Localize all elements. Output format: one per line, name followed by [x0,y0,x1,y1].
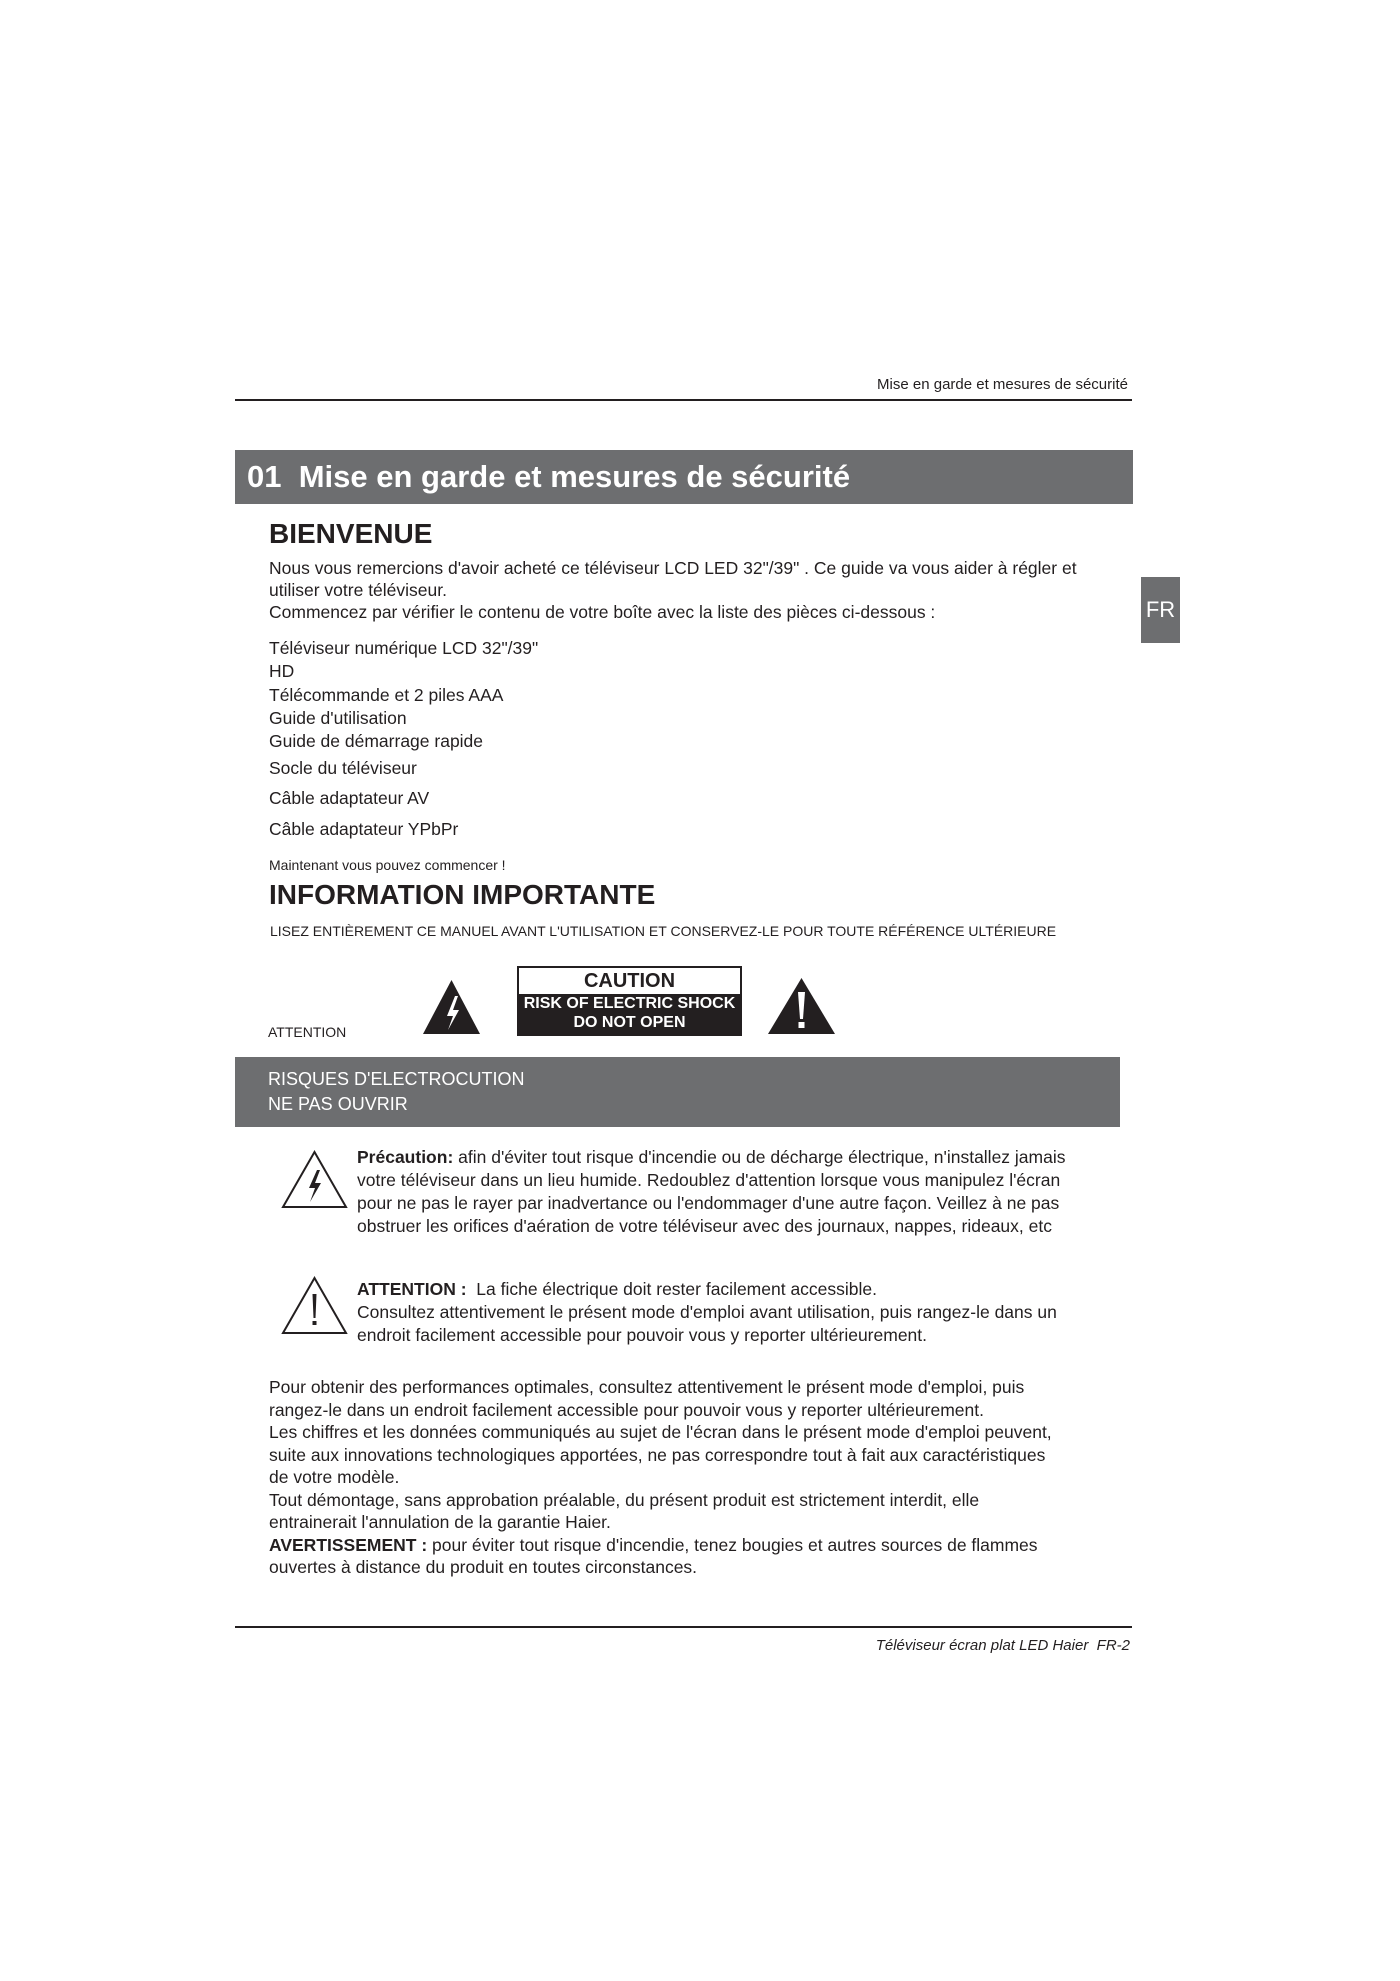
attention-block-text: Consultez attentivement le présent mode d'emploi avant utilisation, puis rangez-le dans un endroit facilement accessible pour pouvoir vous y reporter ultérieurement. [357,1302,1057,1345]
list-item: HD [269,661,295,681]
attention-label: ATTENTION [268,1024,347,1040]
risk-bar [235,1057,1120,1127]
attention-block-line1: La fiche électrique doit rester facilement accessible. [476,1279,878,1299]
welcome-intro: Nous vous remercions d'avoir acheté ce téléviseur LCD LED 32"/39" . Ce guide va vous aider à régler et utiliser votre téléviseur. [269,558,1077,600]
list-item: Téléviseur numérique LCD 32"/39" [269,638,539,658]
list-item: Câble adaptateur YPbPr [269,819,459,839]
risk-line-1: RISQUES D'ELECTROCUTION [268,1069,525,1089]
exclamation-outline-icon [281,1276,348,1335]
list-item: Télécommande et 2 piles AAA [269,685,504,705]
welcome-heading: BIENVENUE [269,518,433,549]
section-title-bar [235,450,1133,504]
electric-shock-warning-icon [421,978,482,1036]
closing-paragraph-2: Les chiffres et les données communiqués au sujet de l'écran dans le présent mode d'emploi peuvent, suite aux innovations technologiques apportées, ne pas correspondre tout à fait aux caractéristiques de votre modèle. [269,1422,1052,1487]
important-note: LISEZ ENTIÈREMENT CE MANUEL AVANT L'UTILISATION ET CONSERVEZ-LE POUR TOUTE RÉFÉRENCE ULTÉRIEURE [270,923,1057,939]
language-tab: FR [1141,577,1180,643]
footer-text: Téléviseur écran plat LED Haier [875,1637,1089,1654]
risk-line-2: NE PAS OUVRIR [268,1094,408,1114]
footer [700,1637,1130,1654]
closing-paragraph-3: Tout démontage, sans approbation préalable, du présent produit est strictement interdit, elle entrainerait l'annulation de la garantie Haier. [269,1489,980,1532]
start-note: Maintenant vous pouvez commencer ! [269,857,506,873]
section-number: 01 [247,459,282,494]
exclamation-warning-icon [766,976,837,1036]
list-item: Guide d'utilisation [269,708,407,728]
precaution-paragraph [357,1146,1077,1238]
warning-label: AVERTISSEMENT : [269,1534,428,1555]
header-rule [235,399,1132,401]
attention-block-label: ATTENTION : [357,1279,467,1299]
closing-paragraph-1: Pour obtenir des performances optimales, consultez attentivement le présent mode d'emploi, puis rangez-le dans un endroit facilement accessible pour pouvoir vous y reporter ultérieurement. [269,1377,1025,1420]
caution-label [517,966,742,1036]
page-number: FR-2 [1096,1637,1130,1654]
list-item: Guide de démarrage rapide [269,731,484,751]
closing-text [269,1376,1069,1579]
caution-line-2: DO NOT OPEN [573,1014,686,1031]
important-heading: INFORMATION IMPORTANTE [269,879,656,910]
lightning-outline-icon [281,1150,348,1209]
caution-title: CAUTION [519,968,740,994]
welcome-check: Commencez par vérifier le contenu de votre boîte avec la liste des pièces ci-dessous : [269,602,936,622]
precaution-text: afin d'éviter tout risque d'incendie ou de décharge électrique, n'installez jamais votre téléviseur dans un lieu humide. Redoublez d'attention lorsque vous manipulez l'écran pour ne pas le rayer par inadvertance ou l'endommager d'une autre façon. Veillez à ne pas obstruer les orifices d'aération de votre téléviseur avec des journaux, nappes, rideaux, etc [357,1147,1066,1236]
section-title: Mise en garde et mesures de sécurité [298,459,851,494]
footer-rule [235,1626,1132,1628]
caution-line-1: RISK OF ELECTRIC SHOCK [523,995,736,1012]
warning-text: pour éviter tout risque d'incendie, tenez bougies et autres sources de flammes ouvertes à distance du produit en toutes circonstances. [269,1534,1038,1577]
precaution-label: Précaution: [357,1147,454,1167]
list-item: Socle du téléviseur [269,758,417,778]
attention-line-1 [357,1278,1077,1301]
list-item: Câble adaptateur AV [269,788,430,808]
running-header: Mise en garde et mesures de sécurité [877,376,1128,393]
warning-paragraph [269,1534,1069,1579]
